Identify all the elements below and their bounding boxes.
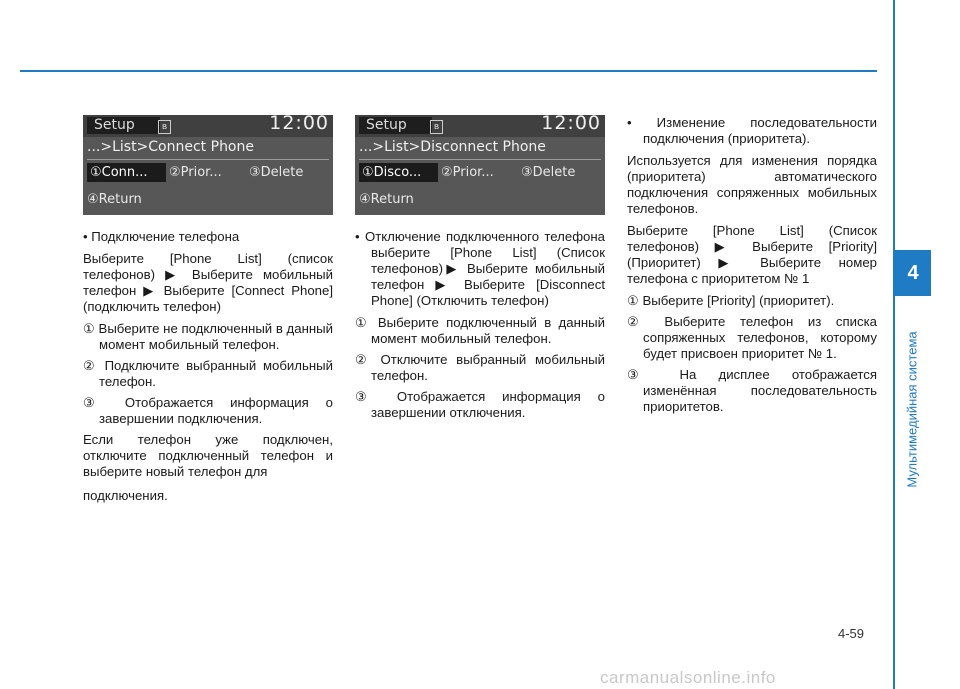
step-2: ② Подключите выбранный мобильный телефон. <box>83 358 333 389</box>
bluetooth-icon: ʙ <box>430 120 443 134</box>
step-2: ② Отключите выбранный мобильный телефон. <box>355 352 605 383</box>
section-heading: • Подключение телефона <box>83 229 240 244</box>
screen-button-priority: ②Prior... <box>441 165 494 180</box>
screen-divider <box>359 159 601 160</box>
screen-breadcrumb: ...>List>Connect Phone <box>87 139 254 155</box>
column-connect <box>83 112 333 510</box>
screen-disconnect-phone <box>355 112 605 215</box>
screen-button-priority: ②Prior... <box>169 165 222 180</box>
chapter-number-badge: 4 <box>895 250 931 296</box>
step-1: ① Выберите не подключенный в данный момент мобильный телефон. <box>83 321 333 352</box>
note-text-continued: подключения. <box>83 488 168 503</box>
chapter-title: Мультимедийная система <box>904 331 920 488</box>
section-heading: • Отключение подключенного телефона выберите [Phone List] (Список телефонов)▶ Выберите мобильный телефон ▶ Выберите [Disconnect Phone] (Отключить телефон) <box>355 229 605 308</box>
screen-button-return: ④Return <box>359 192 414 207</box>
screen-button-return: ④Return <box>87 192 142 207</box>
section-heading: • Изменение последовательности подключения (приоритета). <box>627 115 877 146</box>
screen-divider <box>87 159 329 160</box>
screen-clock: 12:00 <box>269 112 329 134</box>
description-text: Используется для изменения порядка (приоритета) автоматического подключения сопряженных мобильных телефонов. <box>627 153 877 216</box>
screen-breadcrumb: ...>List>Disconnect Phone <box>359 139 546 155</box>
step-3: ③ Отображается информация о завершении подключения. <box>83 395 333 426</box>
screen-connect-phone <box>83 112 333 215</box>
chapter-title-vertical <box>902 302 922 522</box>
screen-clock: 12:00 <box>541 112 601 134</box>
screen-button-delete: ③Delete <box>249 165 304 180</box>
step-1: ① Выберите подключенный в данный момент мобильный телефон. <box>355 315 605 346</box>
column-priority <box>627 115 877 420</box>
column-disconnect <box>355 112 605 426</box>
screen-button-delete: ③Delete <box>521 165 576 180</box>
page-number: 4-59 <box>838 626 865 641</box>
step-2: ② Выберите телефон из списка сопряженных телефонов, которому будет присвоен приоритет № 1. <box>627 314 877 361</box>
top-rule <box>20 70 877 72</box>
chapter-strip <box>893 0 895 689</box>
screen-setup-tab: Setup <box>87 117 160 134</box>
screen-button-disconnect: ①Disco... <box>359 163 438 182</box>
note-text: Если телефон уже подключен, отключите подключенный телефон и выберите новый телефон для <box>83 432 333 479</box>
bluetooth-icon: ʙ <box>158 120 171 134</box>
step-1: ① Выберите [Priority] (приоритет). <box>627 293 835 308</box>
step-3: ③ На дисплее отображается изменённая последовательность приоритетов. <box>627 367 877 414</box>
footer-watermark: carmanualsonline.info <box>600 668 776 687</box>
step-3: ③ Отображается информация о завершении отключения. <box>355 389 605 420</box>
instruction-text: Выберите [Phone List] (Список телефонов) ▶ Выберите [Priority] (Приоритет) ▶ Выберите номер телефона с приоритетом № 1 <box>627 223 877 286</box>
instruction-text: Выберите [Phone List] (список телефонов) ▶ Выберите мобильный телефон ▶ Выберите [Connect Phone] (подключить телефон) <box>83 251 333 314</box>
screen-setup-tab: Setup <box>359 117 432 134</box>
screen-button-connect: ①Conn... <box>87 163 166 182</box>
